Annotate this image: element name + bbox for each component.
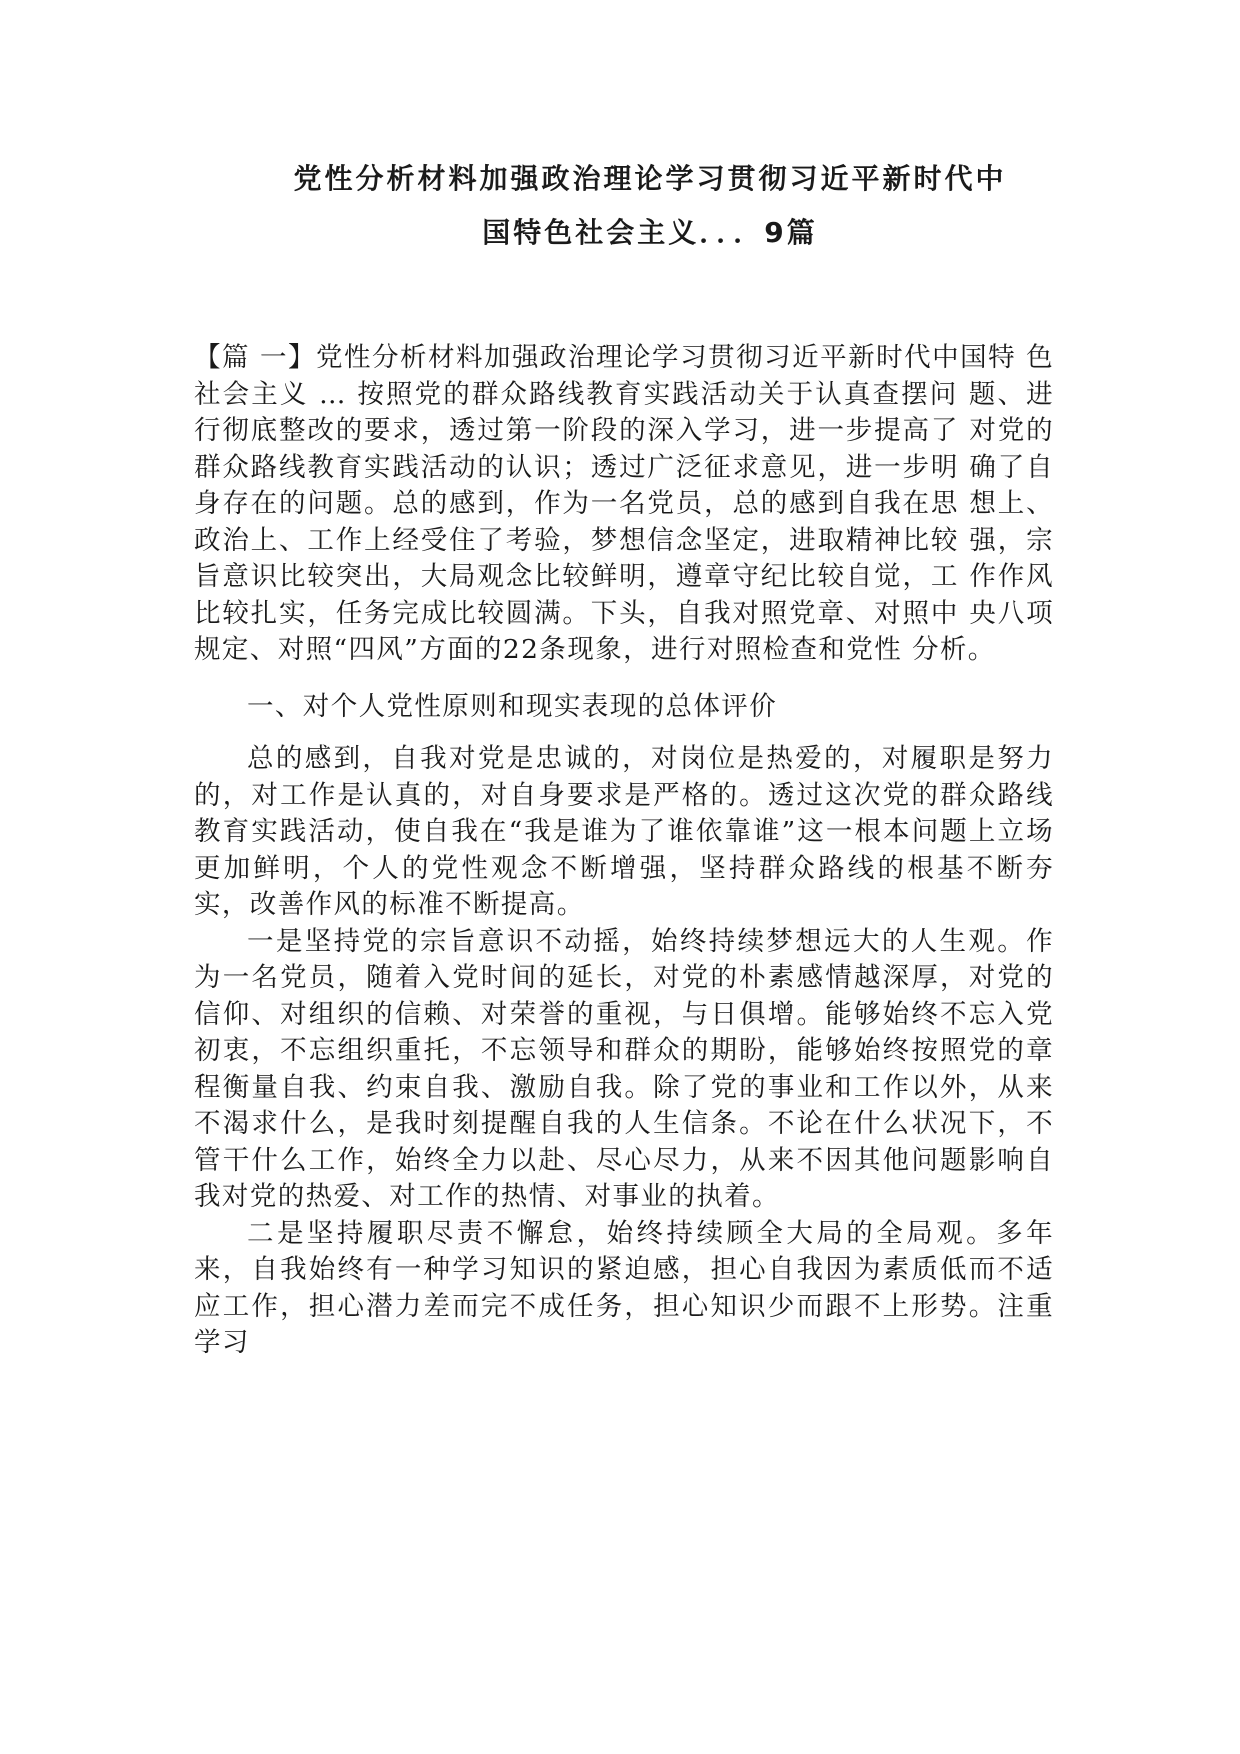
section-heading: 一、对个人党性原则和现实表现的总体评价 — [247, 690, 778, 722]
document-body — [194, 340, 1054, 1362]
title-line-1: 党性分析材料加强政治理论学习贯彻习近平新时代中 — [293, 162, 1007, 195]
body-paragraph-1: 总的感到，自我对党是忠诚的，对岗位是热爱的，对履职是努力的，对工作是认真的，对自身要求是严格的。透过这次党的群众路线教育实践活动，使自我在“我是谁为了谁依靠谁”这一根本问题上立场更加鲜明，个人的党性观念不断增强，坚持群众路线的根基不断夯实，改善作风的标准不断提高。 — [194, 743, 1054, 920]
body-paragraph-2: 一是坚持党的宗旨意识不动摇，始终持续梦想远大的人生观。作为一名党员，随着入党时间的延长，对党的朴素感情越深厚，对党的信仰、对组织的信赖、对荣誉的重视，与日俱增。能够始终不忘入党初衷，不忘组织重托，不忘领导和群众的期盼，能够始终按照党的章程衡量自我、约束自我、激励自我。除了党的事业和工作以外，从来不渴求什么，是我时刻提醒自我的人生信条。不论在什么状况下，不管干什么工作，始终全力以赴、尽心尽力，从来不因其他问题影响自我对党的热爱、对工作的热情、对事业的执着。 — [194, 925, 1054, 1212]
document-title — [240, 152, 1060, 260]
body-paragraph-3: 二是坚持履职尽责不懈怠，始终持续顾全大局的全局观。多年来，自我始终有一种学习知识的紧迫感，担心自我因为素质低而不适应工作，担心潜力差而完不成任务，担心知识少而跟不上形势。注重学习 — [194, 1217, 1054, 1358]
intro-paragraph: 【篇 一】党性分析材料加强政治理论学习贯彻习近平新时代中国特 色社会主义 … 按照党的群众路线教育实践活动关于认真查摆问 题、进行彻底整改的要求，透过第一阶段的深入学习，进一步提高了 对党的群众路线教育实践活动的认识；透过广泛征求意见，进一步明 确了自身存在的问题。总的感到，作为一名党员，总的感到自我在思 想上、政治上、工作上经受住了考验，梦想信念坚定，进取精神比较 强，宗旨意识比较突出，大局观念比较鲜明，遵章守纪比较自觉，工 作作风比较扎实，任务完成比较圆满。下头，自我对照党章、对照中 央八项规定、对照“四风”方面的22条现象，进行对照检查和党性 分析。 — [194, 342, 1054, 665]
title-line-2: 国特色社会主义．．．9篇 — [482, 216, 818, 249]
